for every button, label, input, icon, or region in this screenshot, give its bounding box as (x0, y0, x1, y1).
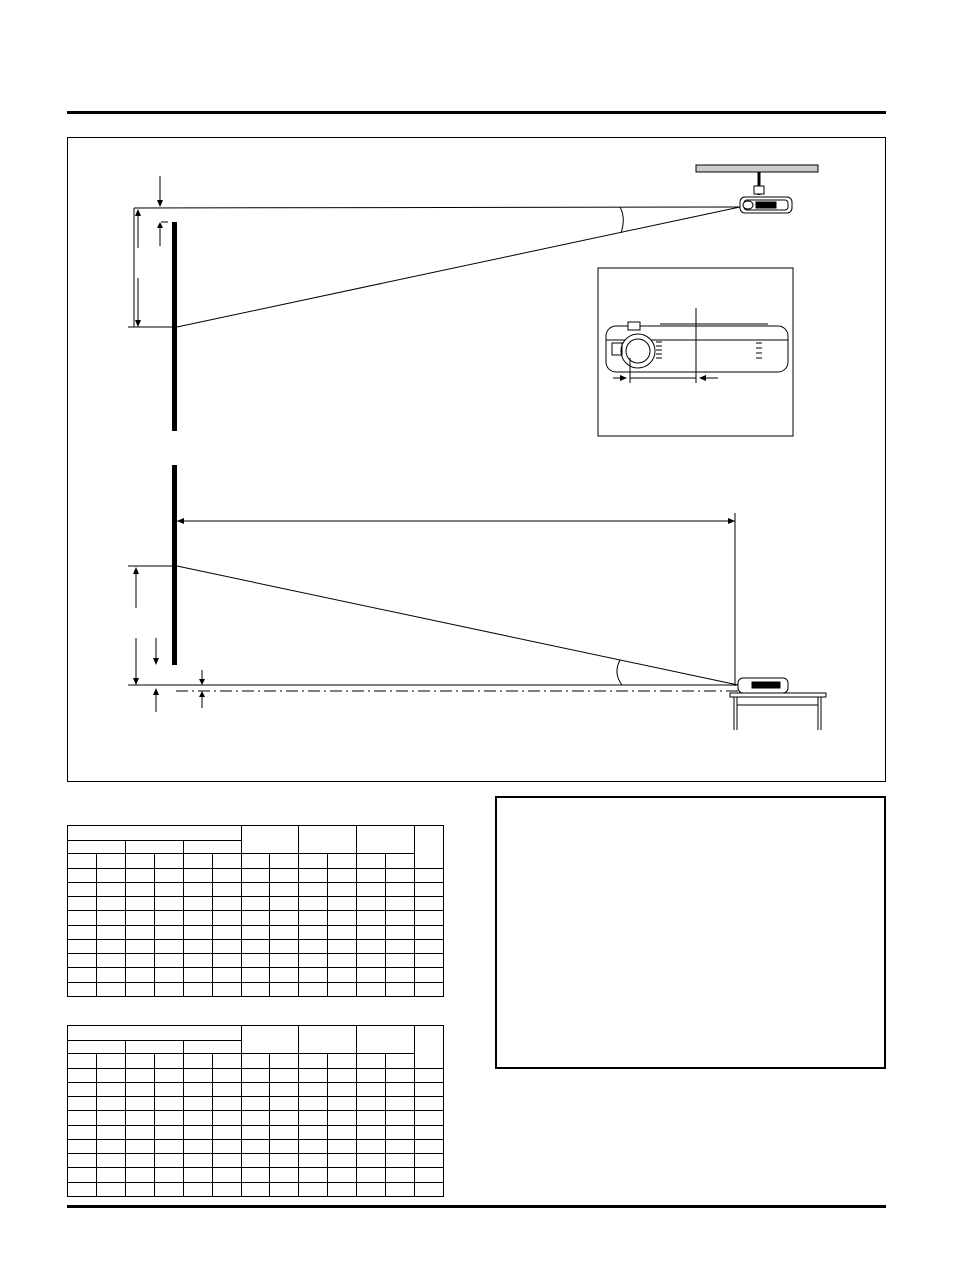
table-header-cell (241, 1026, 299, 1054)
table-header-cell (241, 826, 299, 854)
table-row (68, 1139, 444, 1153)
table-row (68, 968, 444, 982)
table-row (68, 911, 444, 925)
note-box (495, 796, 886, 1069)
table-row (68, 939, 444, 953)
table-header-cell (299, 826, 357, 854)
table-b (67, 1025, 444, 1197)
table-icon (730, 693, 826, 730)
table-header-cell (68, 826, 242, 841)
table-row (68, 1068, 444, 1082)
table-row (68, 925, 444, 939)
ceiling-bar-icon (696, 165, 818, 172)
table-header-cell (125, 1041, 183, 1054)
table-header-cell (415, 826, 444, 869)
table-row (68, 1097, 444, 1111)
table-row (68, 882, 444, 896)
projector-front-icon (606, 322, 788, 372)
bottom-rule (67, 1205, 886, 1208)
table-row (68, 897, 444, 911)
table-row (68, 1111, 444, 1125)
projector-icon (740, 197, 792, 213)
table-row (68, 1082, 444, 1096)
top-rule (67, 111, 886, 114)
projector-icon (738, 678, 788, 693)
table-row (68, 982, 444, 996)
table-header-cell (68, 1041, 126, 1054)
table-row (68, 1168, 444, 1182)
table-header-cell (183, 841, 241, 854)
table-header-cell (183, 1041, 241, 1054)
table-header-cell (357, 1026, 415, 1054)
table-row (68, 1154, 444, 1168)
table-header-cell (68, 841, 126, 854)
table-row (68, 868, 444, 882)
table-row (68, 1125, 444, 1139)
diagram-svg (68, 138, 887, 783)
table-a (67, 825, 444, 997)
installation-diagram (67, 137, 886, 782)
table-header-cell (357, 826, 415, 854)
table-header-cell (299, 1026, 357, 1054)
table-header-cell (415, 1026, 444, 1069)
table-row (68, 1182, 444, 1196)
table-row (68, 954, 444, 968)
table-header-cell (68, 1026, 242, 1041)
angle-arc-icon (620, 207, 623, 233)
table-header-cell (125, 841, 183, 854)
